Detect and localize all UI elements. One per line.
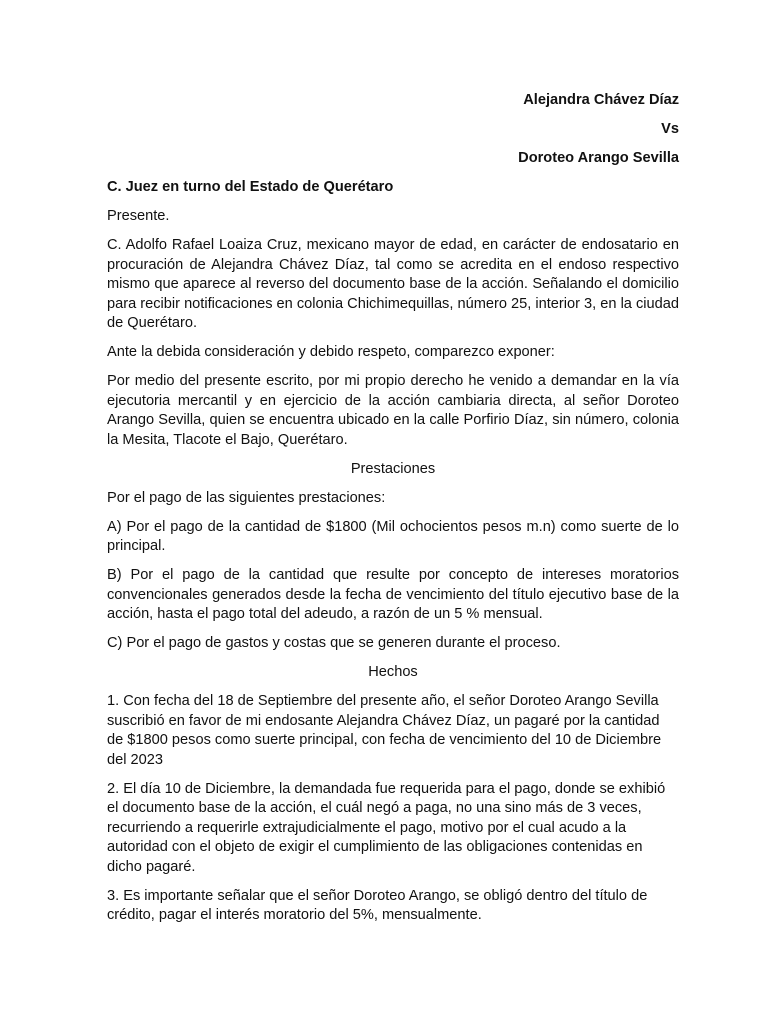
intro-paragraph: C. Adolfo Rafael Loaiza Cruz, mexicano mayor de edad, en carácter de endosatario en procuración de Alejandra Chávez Díaz, tal como se acredita en el endoso respectivo mismo que aparece al reverso del documento base de la acción. Señalando el domicilio para recibir notificaciones en colonia Chichimequillas, número 25, interior 3, en la ciudad de Querétaro. xyxy=(107,237,679,331)
document-body xyxy=(107,91,679,935)
prestaciones-title: Prestaciones xyxy=(350,460,436,477)
respect-line: Ante la debida consideración y debido respeto, comparezco exponer: xyxy=(107,344,555,360)
hechos-title: Hechos xyxy=(368,664,418,680)
demand-paragraph: Por medio del presente escrito, por mi propio derecho he venido a demandar en la vía ejecutoria mercantil y en ejercicio de la acción cambiaria directa, al señor Doroteo Arango Sevilla, quien se encuentra ubicado en la calle Porfirio Díaz, sin número, colonia la Mesita, Tlacote el Bajo, Querétaro. xyxy=(107,373,679,448)
prestacion-item-a: A) Por el pago de la cantidad de $1800 (Mil ochocientos pesos m.n) como suerte de lo principal. xyxy=(107,518,679,554)
prestaciones-intro: Por el pago de las siguientes prestaciones: xyxy=(107,489,386,506)
versus-label: Vs xyxy=(661,121,679,137)
party-one-name: Alejandra Chávez Díaz xyxy=(523,92,679,108)
prestacion-item-b: B) Por el pago de la cantidad que resulte por concepto de intereses moratorios convencionales generados desde la fecha de vencimiento del título ejecutivo base de la acción, hasta el pago total del adeudo, a razón de un 5 % mensual. xyxy=(107,567,679,622)
hecho-item-2: 2. El día 10 de Diciembre, la demandada fue requerida para el pago, donde se exhibió el documento base de la acción, el cuál negó a paga, no una sino más de 3 veces, recurriendo a requerirle extrajudicialmente el pago, motivo por el cual acudo a la autoridad con el objeto de exigir el cumplimiento de las obligaciones contenidas en dicho pagaré. xyxy=(107,780,666,875)
party-two-name: Doroteo Arango Sevilla xyxy=(518,150,679,166)
prestacion-item-c: C) Por el pago de gastos y costas que se generen durante el proceso. xyxy=(107,635,561,651)
hecho-item-3: 3. Es importante señalar que el señor Doroteo Arango, se obligó dentro del título de crédito, pagar el interés moratorio del 5%, mensualmente. xyxy=(107,887,648,923)
hecho-item-1: 1. Con fecha del 18 de Septiembre del presente año, el señor Doroteo Arango Sevilla suscribió en favor de mi endosante Alejandra Chávez Díaz, un pagaré por la cantidad de $1800 pesos como suerte principal, con fecha de vencimiento del 10 de Diciembre del 2023 xyxy=(107,693,662,768)
addressee-heading: C. Juez en turno del Estado de Querétaro xyxy=(107,179,394,195)
salutation: Presente. xyxy=(107,208,170,224)
